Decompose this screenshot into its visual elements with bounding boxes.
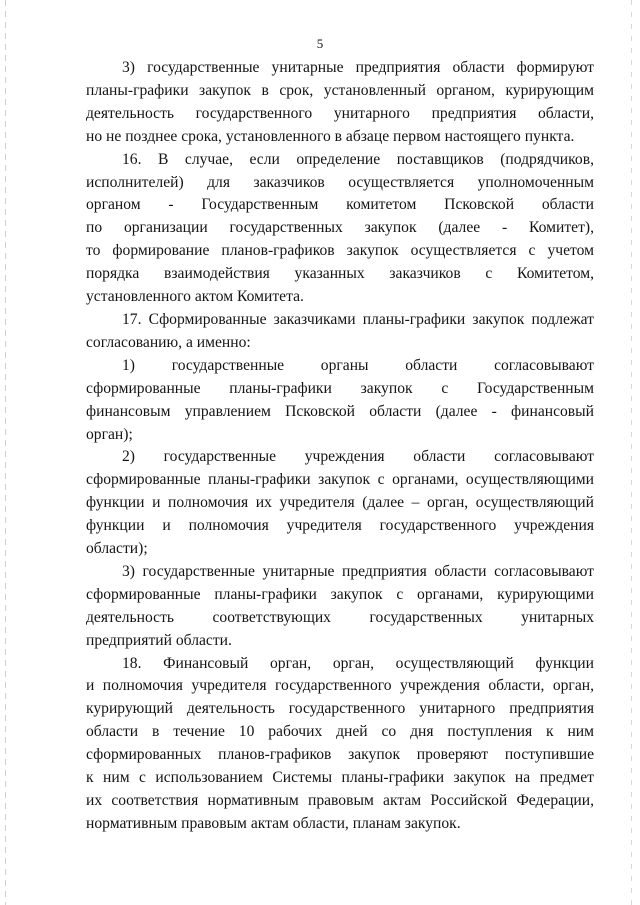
text-line: к ним с использованием Системы планы-графики закупок на предмет: [86, 769, 594, 787]
scan-edge-right: [631, 0, 632, 905]
text-line: 16. В случае, если определение поставщиков (подрядчиков,: [122, 150, 594, 168]
text-line: планы-графики закупок в срок, установленный органом, курирующим: [86, 81, 594, 99]
paragraph-clause-17: [86, 309, 594, 355]
text-line: органом - Государственным комитетом Псковской области: [86, 196, 594, 214]
text-line: деятельность соответствующих государственных унитарных: [86, 608, 594, 626]
paragraph-clause-16: [86, 149, 594, 309]
page-number: 5: [316, 36, 324, 51]
text-line: но не позднее срока, установленного в абзаце первом настоящего пункта.: [86, 127, 575, 145]
text-line: курирующий деятельность государственного унитарного предприятия: [86, 700, 594, 718]
paragraph-item-3-submission-deadline: [86, 57, 594, 149]
document-body: [86, 57, 594, 836]
paragraph-item-2-state-institutions: [86, 446, 594, 561]
text-line: то формирование планов-графиков закупок осуществляется с учетом: [86, 242, 594, 260]
text-line: и полномочия учредителя государственного учреждения области, орган,: [86, 677, 594, 695]
text-line: исполнителей) для заказчиков осуществляется уполномоченным: [86, 173, 594, 191]
text-line: 3) государственные унитарные предприятия области формируют: [122, 59, 594, 76]
text-line: сформированные планы-графики закупок с Государственным: [86, 379, 594, 397]
text-line: сформированные планы-графики закупок с органами, осуществляющими: [86, 471, 594, 489]
text-line: области в течение 10 рабочих дней со дня поступления к ним: [86, 723, 594, 741]
text-line: согласованию, а именно:: [86, 333, 251, 351]
text-line: 18. Финансовый орган, орган, осуществляющий функции: [122, 654, 594, 672]
text-line: области);: [86, 540, 148, 558]
text-line: 17. Сформированные заказчиками планы-графики закупок подлежат: [122, 310, 594, 328]
paragraph-item-3-unitary-enterprises: [86, 561, 594, 653]
text-line: 1) государственные органы области согласовывают: [122, 356, 594, 374]
text-line: функции и полномочия их учредителя (далее – орган, осуществляющий: [86, 494, 594, 512]
text-line: установленного актом Комитета.: [86, 288, 304, 306]
text-line: нормативным правовым актам области, планам закупок.: [86, 814, 461, 832]
text-line: сформированных планов-графиков закупок проверяют поступившие: [86, 746, 594, 764]
text-line: предприятий области.: [86, 631, 232, 649]
paragraph-item-1-state-bodies: [86, 355, 594, 447]
text-line: финансовым управлением Псковской области (далее - финансовый: [86, 402, 594, 420]
text-line: порядка взаимодействия указанных заказчиков с Комитетом,: [86, 265, 594, 283]
text-line: 2) государственные учреждения области согласовывают: [122, 448, 594, 466]
text-line: по организации государственных закупок (далее - Комитет),: [86, 219, 594, 237]
text-line: 3) государственные унитарные предприятия области согласовывают: [122, 562, 594, 580]
text-line: сформированные планы-графики закупок с органами, курирующими: [86, 585, 594, 603]
text-line: деятельность государственного унитарного предприятия области,: [86, 104, 594, 122]
text-line: функции и полномочия учредителя государственного учреждения: [86, 517, 594, 535]
scan-edge-left: [5, 0, 6, 905]
text-line: их соответствия нормативным правовым актам Российской Федерации,: [86, 792, 594, 809]
text-line: орган);: [86, 425, 133, 443]
paragraph-clause-18: [86, 653, 594, 836]
